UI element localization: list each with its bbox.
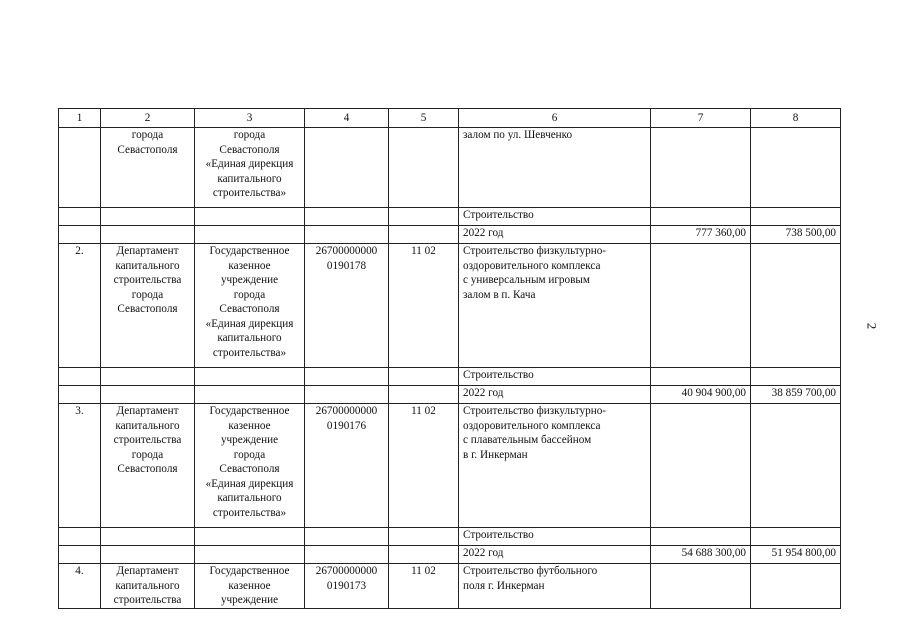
amount-cell: 738 500,00 (751, 226, 841, 244)
code-cell: 26700000000 0190178 (305, 244, 389, 368)
code-cell: 26700000000 0190173 (305, 564, 389, 609)
code-cell: 26700000000 0190176 (305, 404, 389, 528)
amount-cell: 777 360,00 (651, 226, 751, 244)
header-cell: 5 (389, 109, 459, 128)
header-cell: 4 (305, 109, 389, 128)
table-row (59, 404, 841, 528)
object-name-cell: Строительство футбольного поля г. Инкерман (459, 564, 651, 609)
section-cell: 11 02 (389, 564, 459, 609)
year-cell: 2022 год (459, 386, 651, 404)
amount-cell: 38 859 700,00 (751, 386, 841, 404)
object-name-cell: залом по ул. Шевченко (459, 128, 651, 208)
header-row (59, 109, 841, 128)
object-name-cell: Строительство физкультурно- оздоровительного комплекса с универсальным игровым залом в п. Кача (459, 244, 651, 368)
header-cell: 7 (651, 109, 751, 128)
row-number: 2. (59, 244, 101, 368)
header-cell: 8 (751, 109, 841, 128)
department-cell: Департамент капитального строительства (101, 564, 195, 609)
institution-cell: Государственное казенное учреждение города Севастополя «Единая дирекция капитального строительства» (195, 404, 305, 528)
header-cell: 2 (101, 109, 195, 128)
table-row (59, 564, 841, 609)
department-cell: Департамент капитального строительства города Севастополя (101, 404, 195, 528)
object-name-cell: Строительство физкультурно- оздоровительного комплекса с плавательным бассейном в г. Инкерман (459, 404, 651, 528)
amount-cell: 51 954 800,00 (751, 546, 841, 564)
header-cell: 3 (195, 109, 305, 128)
table-row (59, 546, 841, 564)
section-cell: 11 02 (389, 244, 459, 368)
header-cell: 6 (459, 109, 651, 128)
institution-cell: города Севастополя «Единая дирекция капитального строительства» (195, 128, 305, 208)
table-row (59, 208, 841, 226)
sub-label-cell: Строительство (459, 208, 651, 226)
header-cell: 1 (59, 109, 101, 128)
year-cell: 2022 год (459, 546, 651, 564)
institution-cell: Государственное казенное учреждение города Севастополя «Единая дирекция капитального строительства» (195, 244, 305, 368)
year-cell: 2022 год (459, 226, 651, 244)
row-number: 3. (59, 404, 101, 528)
table-row (59, 386, 841, 404)
budget-table (58, 108, 841, 609)
table-row (59, 368, 841, 386)
department-cell: Департамент капитального строительства города Севастополя (101, 244, 195, 368)
sub-label-cell: Строительство (459, 368, 651, 386)
table-row (59, 528, 841, 546)
sub-label-cell: Строительство (459, 528, 651, 546)
department-cell: города Севастополя (101, 128, 195, 208)
institution-cell: Государственное казенное учреждение (195, 564, 305, 609)
section-cell: 11 02 (389, 404, 459, 528)
amount-cell: 40 904 900,00 (651, 386, 751, 404)
table-row (59, 226, 841, 244)
page-number: 2 (864, 322, 880, 330)
table-row (59, 128, 841, 208)
row-number: 4. (59, 564, 101, 609)
table-row (59, 244, 841, 368)
amount-cell: 54 688 300,00 (651, 546, 751, 564)
